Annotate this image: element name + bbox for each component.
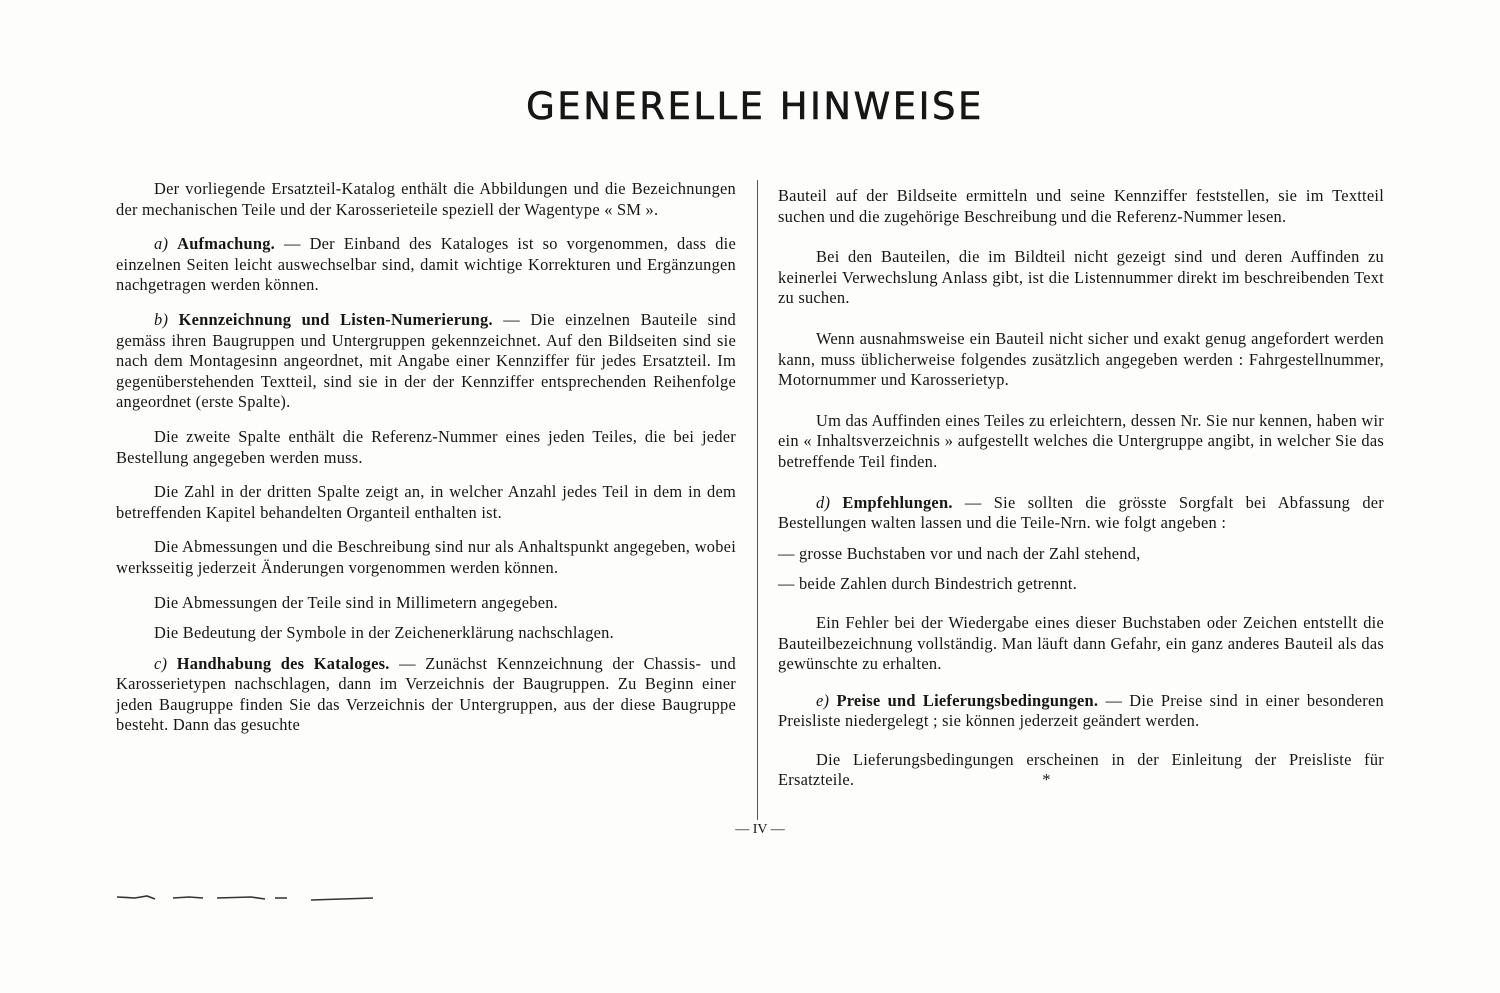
- paragraph-handhabung: [116, 654, 736, 736]
- paragraph-text: — Der Einband des Kataloges ist so vorgenommen, dass die einzelnen Seiten leicht auswechselbar sind, damit wichtige Korrekturen und Ergänzungen nachgetragen werden können.: [116, 234, 736, 295]
- paragraph-listennummer: Bei den Bauteilen, die im Bildteil nicht gezeigt sind und deren Auffinden zu keinerlei Verwechslung Anlass gibt, ist die Listennummer direkt im beschreibenden Text zu suchen.: [778, 247, 1384, 308]
- paragraph-fehler: Ein Fehler bei der Wiedergabe eines dieser Buchstaben oder Zeichen entstellt die Bauteilbezeichnung vollständig. Man läuft dann Gefahr, ein ganz anderes Bauteil als das gewünschte zu erhalten.: [778, 612, 1384, 674]
- end-mark: *: [1042, 770, 1051, 790]
- dash-item: — grosse Buchstaben vor und nach der Zahl stehend,: [778, 543, 1141, 563]
- list-marker: c): [154, 653, 168, 673]
- paragraph-text: — Die Preise sind in einer besonderen Preisliste niedergelegt ; sie können jederzeit geändert werden.: [778, 690, 1384, 731]
- scan-smudge: [115, 892, 385, 904]
- page-number: — IV —: [735, 822, 785, 837]
- left-column: [116, 179, 736, 750]
- section-heading: Aufmachung.: [177, 234, 276, 254]
- paragraph-ausnahme: Wenn ausnahmsweise ein Bauteil nicht sicher und exakt genug angefordert werden kann, muss üblicherweise folgendes zusätzlich angegeben werden : Fahrgestellnummer, Motornummer und Karosserietyp.: [778, 328, 1384, 390]
- paragraph-inhaltsverzeichnis: Um das Auffinden eines Teiles zu erleichtern, dessen Nr. Sie nur kennen, haben wir ein « Inhaltsverzeichnis » aufgestellt welches die Untergruppe angibt, in welcher Sie das betreffende Teil finden.: [778, 410, 1384, 471]
- list-marker: a): [154, 234, 169, 254]
- paragraph-empfehlungen: [778, 493, 1384, 534]
- paragraph-preise: [778, 691, 1384, 732]
- paragraph-lieferung: [778, 750, 1384, 791]
- section-heading: Handhabung des Kataloges.: [176, 653, 390, 673]
- paragraph-zweite-spalte: Die zweite Spalte enthält die Referenz-Nummer eines jeden Teiles, die bei jeder Bestellung angegeben werden muss.: [116, 426, 736, 467]
- paragraph-symbole: Die Bedeutung der Symbole in der Zeichenerklärung nachschlagen.: [154, 623, 614, 643]
- right-column: [778, 186, 1384, 805]
- paragraph-abmessungen: Die Abmessungen und die Beschreibung sind nur als Anhaltspunkt angegeben, wobei werksseitig jederzeit Änderungen vorgenommen werden können.: [116, 537, 736, 577]
- paragraph-aufmachung: [116, 234, 736, 296]
- paragraph-text: — Die einzelnen Bauteile sind gemäss ihren Baugruppen und Untergruppen gekennzeichnet. Auf den Bildseiten sind sie nach dem Montagesinn angeordnet, mit Angabe einer Kennziffer für jedes Ersatzteil. Im gegenüberstehenden Textteil, sind sie in der der Kennziffer entsprechenden Reihenfolge angeordnet (erste Spalte).: [116, 309, 736, 412]
- list-marker: d): [816, 492, 831, 512]
- paragraph-text: Die Lieferungsbedingungen erscheinen in der Einleitung der Preisliste für Ersatzteile.: [778, 749, 1384, 790]
- page-title: GENERELLE HINWEISE: [526, 85, 984, 128]
- paragraph-dritte-spalte: Die Zahl in der dritten Spalte zeigt an, in welcher Anzahl jedes Teil in dem in dem betreffenden Kapitel behandelten Organteil enthalten ist.: [116, 482, 736, 522]
- paragraph-millimeter: Die Abmessungen der Teile sind in Millimetern angegeben.: [154, 592, 559, 612]
- section-heading: Preise und Lieferungsbedingungen.: [836, 690, 1099, 710]
- paragraph-bauteil: Bauteil auf der Bildseite ermitteln und seine Kennziffer feststellen, sie im Textteil suchen und die zugehörige Beschreibung und die Referenz-Nummer lesen.: [778, 186, 1384, 226]
- section-heading: Kennzeichnung und Listen-Numerierung.: [178, 309, 493, 329]
- dash-item: — beide Zahlen durch Bindestrich getrennt.: [778, 574, 1078, 594]
- list-marker: e): [816, 690, 830, 710]
- section-heading: Empfehlungen.: [842, 492, 953, 512]
- column-divider: [757, 180, 758, 820]
- paragraph-kennzeichnung: [116, 310, 736, 413]
- paragraph-text: — Zunächst Kennzeichnung der Chassis- und Karosserietypen nachschlagen, dann im Verzeichnis der Baugruppen. Zu Beginn einer jeden Baugruppe finden Sie das Verzeichnis der Untergruppen, aus der diese Baugruppe besteht. Dann das gesuchte: [116, 653, 736, 735]
- paragraph-intro: Der vorliegende Ersatzteil-Katalog enthält die Abbildungen und die Bezeichnungen der mechanischen Teile und der Karosserieteile speziell der Wagentype « SM ».: [116, 179, 736, 219]
- paragraph-text: — Sie sollten die grösste Sorgfalt bei Abfassung der Bestellungen walten lassen und die Teile-Nrn. wie folgt angeben :: [778, 492, 1384, 533]
- list-marker: b): [154, 309, 169, 329]
